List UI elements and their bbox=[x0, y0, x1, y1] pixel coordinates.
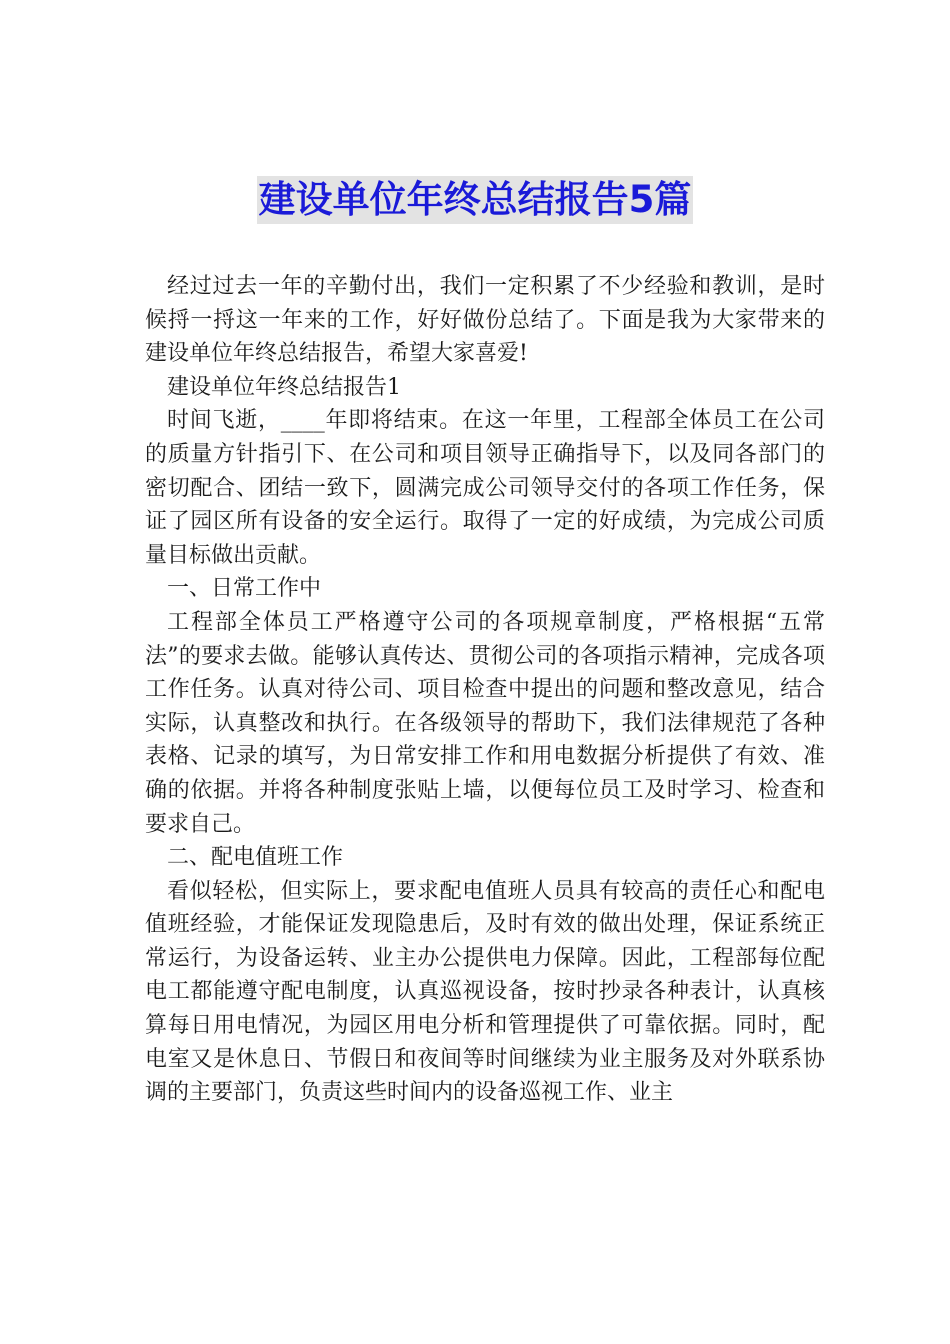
section-heading-report-1: 建设单位年终总结报告1 bbox=[167, 374, 401, 400]
section-heading-daily-work: 一、日常工作中 bbox=[167, 576, 322, 602]
document-title: 建设单位年终总结报告5篇 bbox=[257, 176, 694, 224]
document-body bbox=[145, 270, 825, 1110]
body-paragraph: 看似轻松，但实际上，要求配电值班人员具有较高的责任心和配电值班经验，才能保证发现隐患后，及时有效的做出处理，保证系统正常运行，为设备运转、业主办公提供电力保障。因此，工程部每位配电工都能遵守配电制度，认真巡视设备，按时抄录各种表计，认真核算每日用电情况，为园区用电分析和管理提供了可靠依据。同时，配电室又是休息日、节假日和夜间等时间继续为业主服务及对外联系协调的主要部门，负责这些时间内的设备巡视工作、业主 bbox=[145, 878, 825, 1106]
title-container bbox=[0, 176, 950, 224]
intro-paragraph: 经过过去一年的辛勤付出，我们一定积累了不少经验和教训，是时候捋一捋这一年来的工作，好好做份总结了。下面是我为大家带来的建设单位年终总结报告，希望大家喜爱! bbox=[145, 274, 825, 367]
body-paragraph: 工程部全体员工严格遵守公司的各项规章制度，严格根据“五常法”的要求去做。能够认真传达、贯彻公司的各项指示精神，完成各项工作任务。认真对待公司、项目检查中提出的问题和整改意见，结合实际，认真整改和执行。在各级领导的帮助下，我们法律规范了各种表格、记录的填写，为日常安排工作和用电数据分析提供了有效、准确的依据。并将各种制度张贴上墙，以便每位员工及时学习、检查和要求自己。 bbox=[145, 609, 825, 837]
section-heading-power-duty: 二、配电值班工作 bbox=[167, 845, 344, 871]
body-paragraph: 时间飞逝，____年即将结束。在这一年里，工程部全体员工在公司的质量方针指引下、在公司和项目领导正确指导下，以及同各部门的密切配合、团结一致下，圆满完成公司领导交付的各项工作任务，保证了园区所有设备的安全运行。取得了一定的好成绩，为完成公司质量目标做出贡献。 bbox=[145, 408, 825, 568]
